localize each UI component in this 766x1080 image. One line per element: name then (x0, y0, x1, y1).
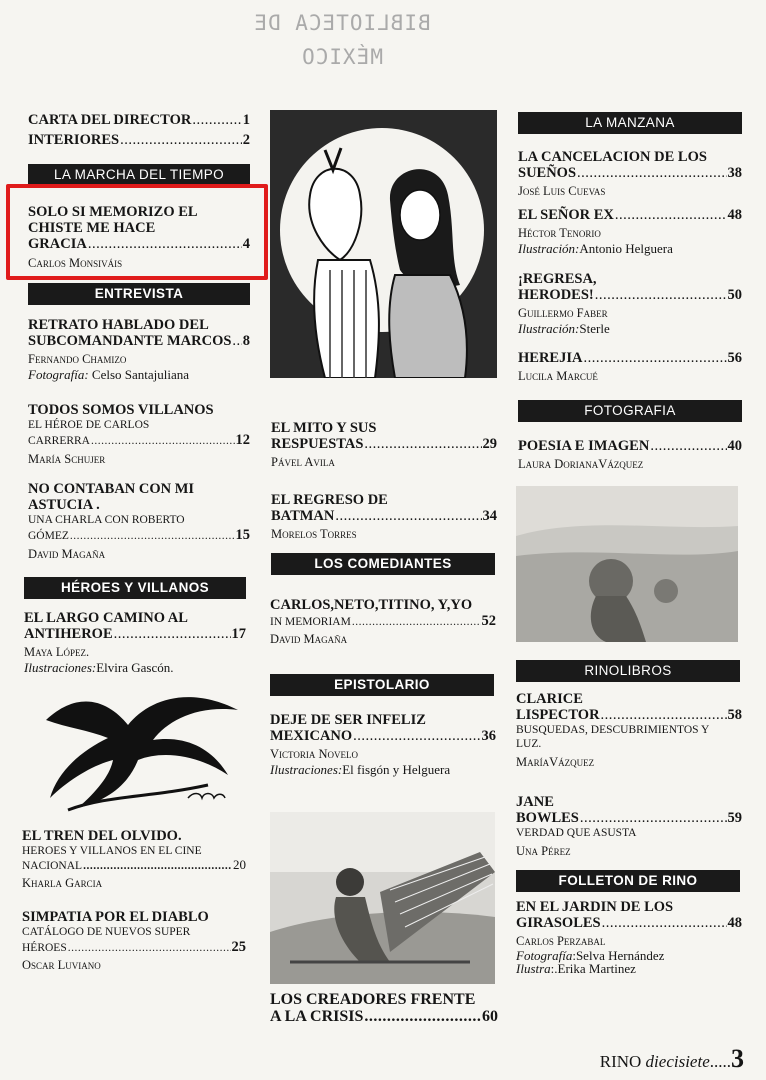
page-number: 38 (727, 165, 742, 181)
toc-entry-batman[interactable] (271, 492, 497, 542)
page-number: 52 (481, 613, 496, 629)
credit-value: :Selva Hernández (572, 948, 665, 963)
entry-subtitle: CARRERRA (28, 435, 90, 447)
entry-title: CHISTE ME HACE (28, 220, 156, 236)
entry-subtitle: LUZ. (516, 738, 542, 750)
section-header-marcha: LA MARCHA DEL TIEMPO (28, 164, 250, 186)
entry-title: GRACIA (28, 236, 87, 252)
toc-entry-poesia[interactable] (518, 438, 742, 472)
entry-title: SUBCOMANDANTE MARCOS (28, 333, 232, 349)
toc-entry-jane[interactable] (516, 794, 742, 859)
entry-title: EL LARGO CAMINO AL (24, 610, 188, 626)
entry-title: BOWLES (516, 810, 579, 826)
page-number: 48 (727, 207, 742, 223)
highlight-box (6, 184, 268, 280)
page-number: 8 (242, 333, 250, 349)
entry-title: CLARICE (516, 691, 583, 707)
entry-title: POESIA E IMAGEN (518, 438, 650, 454)
entry-title: HEREJIA (518, 350, 583, 366)
entry-subtitle: UNA CHARLA CON ROBERTO (28, 514, 185, 526)
entry-title: BATMAN (271, 508, 335, 524)
page-number: 29 (482, 436, 497, 452)
entry-title: EL REGRESO DE (271, 492, 388, 508)
entry-author: Guillermo Faber (518, 306, 608, 320)
page-number: 48 (727, 915, 742, 931)
entry-author: Morelos Torres (271, 527, 357, 541)
entry-title: MEXICANO (270, 728, 353, 744)
entry-author: David Magaña (270, 632, 348, 646)
page-number: 12 (235, 432, 250, 448)
entry-title: TODOS SOMOS VILLANOS (28, 402, 214, 418)
toc-entry-creadores[interactable] (270, 991, 498, 1025)
entry-author: José Luis Cuevas (518, 184, 606, 198)
entry-title: NO CONTABAN CON MI (28, 481, 195, 497)
page-number: 25 (231, 939, 246, 955)
section-header-epistolario: EPISTOLARIO (270, 674, 494, 696)
page-number: 20 (233, 857, 246, 872)
entry-title: DEJE DE SER INFELIZ (270, 712, 426, 728)
toc-entry-carlosneto[interactable] (270, 597, 496, 647)
credit-label: Ilustra (516, 961, 551, 976)
entry-title: GIRASOLES (516, 915, 601, 931)
credit-label: Ilustración: (518, 321, 580, 336)
section-header-heroes: HÉROES Y VILLANOS (24, 577, 246, 599)
section-header-folleton: FOLLETON DE RINO (516, 870, 740, 892)
entry-title: EL TREN DEL OLVIDO. (22, 828, 182, 844)
page-number: 56 (727, 350, 742, 366)
credit-value: Elvira Gascón. (96, 660, 174, 675)
credit-label: Fotografía (516, 948, 573, 963)
toc-entry-antiheroe[interactable] (24, 610, 246, 675)
page-number: 40 (727, 438, 742, 454)
page-number: 50 (727, 287, 742, 303)
entry-author: Laura DorianaVázquez (518, 457, 644, 471)
toc-entry-villanos[interactable] (28, 402, 250, 467)
toc-entry-interiores[interactable] (28, 132, 250, 148)
toc-entry-senorex[interactable] (518, 207, 742, 256)
toc-entry-herodes[interactable] (518, 271, 742, 336)
entry-author: Maya López. (24, 645, 90, 659)
page-number: 34 (482, 508, 497, 524)
page-number: 15 (235, 527, 250, 543)
toc-entry-carta[interactable] (28, 112, 250, 128)
entry-title: EL SEÑOR EX (518, 207, 614, 223)
credit-label: Ilustraciones: (270, 762, 343, 777)
entry-title: EL MITO Y SUS (271, 420, 377, 436)
page-number: 17 (231, 626, 246, 642)
entry-subtitle: CATÁLOGO DE NUEVOS SUPER (22, 926, 191, 938)
cover-illustration (270, 110, 497, 378)
entry-author: Carlos Perzabal (516, 934, 606, 948)
credit-value: Celso Santajuliana (88, 367, 190, 382)
credit-value: Antonio Helguera (579, 241, 673, 256)
credit-value: El fisgón y Helguera (342, 762, 451, 777)
page-number: 58 (727, 707, 742, 723)
page-number: 36 (481, 728, 496, 744)
entry-title: LOS CREADORES FRENTE (270, 991, 476, 1008)
entry-author: Kharla Garcia (22, 876, 103, 890)
entry-subtitle: NACIONAL (22, 860, 83, 872)
entry-title: SIMPATIA POR EL DIABLO (22, 909, 209, 925)
entry-title: CARTA DEL DIRECTOR (28, 112, 192, 128)
entry-author: Una Pérez (516, 844, 571, 858)
issue-label: diecisiete (645, 1052, 710, 1071)
toc-entry-clarice[interactable] (516, 691, 742, 770)
entry-title: ASTUCIA . (28, 497, 100, 513)
page-footer (600, 1044, 744, 1074)
entry-subtitle: IN MEMORIAM (270, 616, 351, 628)
entry-author: Oscar Luviano (22, 958, 101, 972)
credit-label: Ilustración: (518, 241, 580, 256)
entry-author: Carlos Monsiváis (28, 256, 123, 270)
credit-value: Sterle (579, 321, 610, 336)
entry-author: Lucila Marcué (518, 369, 598, 383)
entry-title: CARLOS,NETO,TITINO, Y,YO (270, 597, 473, 613)
hammock-photo (270, 812, 495, 984)
credit-label: Fotografía: (28, 367, 89, 382)
toc-entry-tren[interactable] (22, 828, 246, 891)
section-header-comediantes: LOS COMEDIANTES (271, 553, 495, 575)
folio-number: 3 (731, 1044, 744, 1073)
page-number: 2 (242, 132, 250, 148)
entry-subtitle: HÉROES (22, 942, 67, 954)
page-number: 4 (242, 236, 250, 252)
credit-value: :.Erika Martinez (550, 961, 636, 976)
entry-subtitle: GÓMEZ (28, 530, 69, 542)
entry-title: INTERIORES (28, 132, 120, 148)
entry-author: Fernando Chamizo (28, 352, 127, 366)
toc-entry-infeliz[interactable] (270, 712, 496, 777)
entry-author: David Magaña (28, 547, 106, 561)
entry-title: A LA CRISIS (270, 1008, 364, 1025)
page-number: 59 (727, 810, 742, 826)
entry-subtitle: HEROES Y VILLANOS EN EL CINE (22, 845, 202, 857)
entry-title: ¡REGRESA, (518, 271, 597, 287)
page-number: 1 (242, 112, 250, 128)
entry-title: JANE (516, 794, 554, 810)
entry-title: HERODES! (518, 287, 594, 303)
magazine-name: RINO (599, 1052, 642, 1071)
toc-entry-mito[interactable] (271, 420, 497, 470)
section-header-fotografia: FOTOGRAFIA (518, 400, 742, 422)
toc-entry-suenos[interactable] (518, 149, 742, 199)
page-number: 60 (482, 1008, 498, 1025)
library-stamp: BIBLIOTECA DE MÉXICO (253, 11, 431, 69)
toc-entry-herejia[interactable] (518, 350, 742, 384)
entry-title: RETRATO HABLADO DEL (28, 317, 209, 333)
entry-title: ANTIHEROE (24, 626, 113, 642)
toc-entry-astucia[interactable] (28, 481, 250, 562)
child-photo (516, 486, 738, 642)
entry-author: Héctor Tenorio (518, 226, 601, 240)
entry-author: MaríaVázquez (516, 755, 595, 769)
section-header-rinolibros: RINOLIBROS (516, 660, 740, 682)
entry-author: María Schujer (28, 452, 106, 466)
entry-author: Pável Avila (271, 455, 335, 469)
entry-title: RESPUESTAS (271, 436, 364, 452)
entry-subtitle: VERDAD QUE ASUSTA (516, 827, 637, 839)
entry-title: LA CANCELACION DE LOS (518, 149, 707, 165)
toc-entry-girasoles[interactable] (516, 899, 742, 975)
section-header-manzana: LA MANZANA (518, 112, 742, 134)
credit-label: Ilustraciones: (24, 660, 97, 675)
entry-title: EN EL JARDIN DE LOS (516, 899, 674, 915)
section-header-entrevista: ENTREVISTA (28, 283, 250, 305)
entry-subtitle: BUSQUEDAS, DESCUBRIMIENTOS Y (516, 724, 710, 736)
entry-title: LISPECTOR (516, 707, 600, 723)
toc-entry-retrato[interactable] (28, 317, 250, 382)
footer-dots: ..... (709, 1052, 731, 1071)
entry-author: Victoria Novelo (270, 747, 359, 761)
entry-subtitle: EL HÉROE DE CARLOS (28, 419, 150, 431)
toc-entry-simpatia[interactable] (22, 909, 246, 973)
entry-title: SUEÑOS (518, 165, 577, 181)
entry-title: SOLO SI MEMORIZO EL (28, 204, 198, 220)
brush-illustration (38, 680, 248, 820)
